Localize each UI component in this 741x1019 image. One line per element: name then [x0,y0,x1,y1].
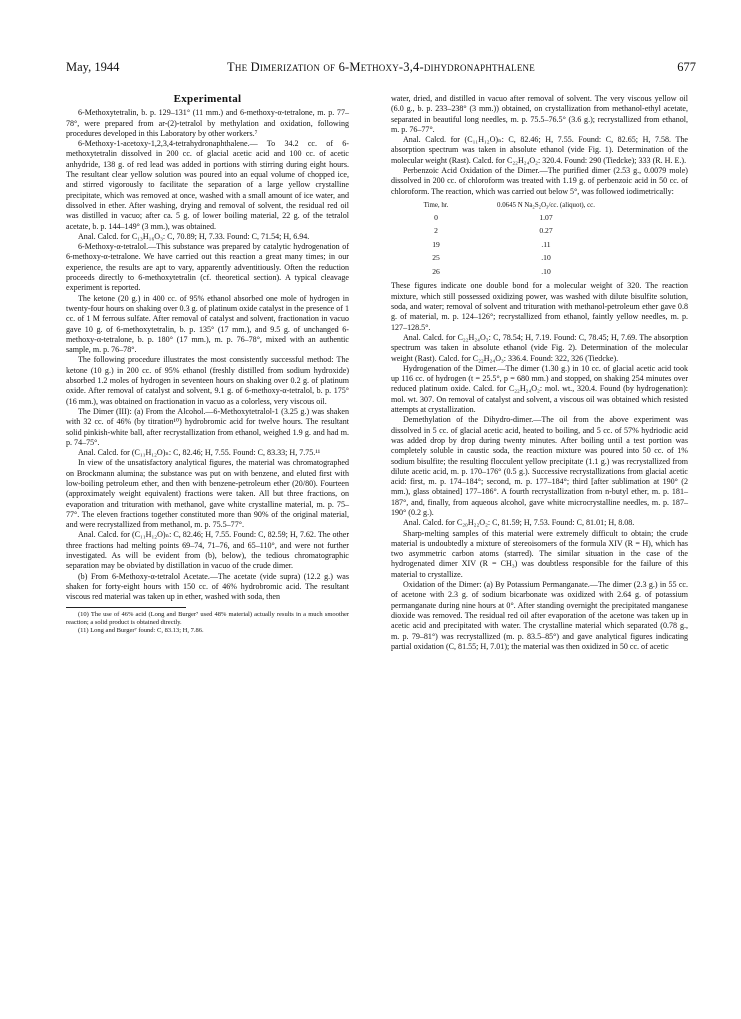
footnote: (11) Long and Burger⁷ found: C, 83.13; H, 7.86. [78,626,204,634]
paragraph: 6-Methoxytetralin, b. p. 129–131° (11 mm.) and 6-methoxy-α-tetralone, m. p. 77–78°, were prepared from ar-(2)-tetralol by methylation and oxidation, following procedures developed in this Laboratory by other workers.⁷ [66,108,349,138]
table-cell: 1.07 [539,212,553,222]
table-row [401,238,688,252]
table-header: 0.0645 N Na₂S₂O₃/cc. (aliquot), cc. [497,201,595,209]
paragraph: Demethylation of the Dihydro-dimer.—The oil from the above experiment was dissolved in 5 cc. of glacial acetic acid, heated to boiling, and 5 cc. of 57% hydriodic acid was added drop by drop during twenty minutes. After boiling until a test portion was completely soluble in caustic soda, the reaction mixture was poured into 50 cc. of 1% sodium bisulfite; the resulting flocculent yellow precipitate (1.1 g.) was recrystallized from dilute acetic acid, m. p. 170–176° (0.5 g.). Successive recrystallizations from glacial acetic acid: first, m. p. 174–184°; second, m. p. 177–184°; third [after sublimation at 190° (2 mm.), glass obtained] 177–186°. A fourth recrystallization from n-butyl ether, m. p. 181–187°, and, finally, from aqueous alcohol, gave white microcrystalline needles, m. p. 187–190° (0.2 g.). [391,415,688,517]
section-heading: Experimental [173,93,242,105]
header-title: The Dimerization of 6-Methoxy-3,4-dihydronaphthalene [227,60,535,74]
table-cell: .10 [541,266,551,276]
paragraph: (b) From 6-Methoxy-α-tetralol Acetate.—The acetate (vide supra) (12.2 g.) was shaken for forty-eight hours with 150 cc. of 46% hydrobromic acid. The resultant viscous red material was taken up in ether, washed with soda, then [66,571,349,602]
table-cell: 0 [434,212,438,222]
table-cell: 0.27 [539,226,553,236]
table-header: Time, hr. [423,201,449,209]
page-header [66,60,696,80]
paragraph: Hydrogenation of the Dimer.—The dimer (1.30 g.) in 10 cc. of glacial acetic acid took up 116 cc. of hydrogen (t = 25.5°, p = 680 mm.) and stopped, on shaking 254 minutes over reduced platinum oxide. Calcd. for C₂₂H₂₄O₂: mol. wt., 320.4. Found (by hydrogenation): mol. wt. 307. On removal of catalyst and solvent, a viscous oil was obtained which resisted attempts at crystallization. [391,363,688,415]
table-header-row [401,200,688,211]
paragraph: water, dried, and distilled in vacuo after removal of solvent. The very viscous yellow oil (6.0 g., b. p. 233–238° (3 mm.)) obtained, on crystallization from methanol-ethyl acetate, separated in beautiful long needles, m. p. 75.5–76.5° (3.6 g.); recrystallized from ethanol, m. p. 76–77°. [391,94,688,134]
analysis-line: Anal. Calcd. for C₂₀H₂₂O₂: C, 81.59; H, 7.53. Found: C, 81.01; H, 8.08. [403,518,635,528]
analysis-line: Anal. Calcd. for (C₁₁H₁₂O)ₙ: C, 82.46; H, 7.55. Found: C, 83.33; H, 7.75.¹¹ [78,448,321,458]
table-row [401,251,688,265]
table-cell: 25 [432,253,440,263]
titration-table [401,200,688,279]
analysis-line: Anal. Calcd. for C₂₂H₂₄O₃: C, 78.54; H, 7.19. Found: C, 78.45; H, 7.69. The absorption spectrum was taken in absolute ethanol (vide Fig. 2). Determination of the molecular weight (Rast). Calcd. for C₂₂H₂₄O₃: 336.4. Found: 322, 326 (Tiedcke). [391,332,688,363]
paragraph: Perbenzoic Acid Oxidation of the Dimer.—The purified dimer (2.53 g., 0.0079 mole) dissolved in 200 cc. of chloroform was treated with 1.19 g. of perbenzoic acid in 50 cc. of chloroform. The reaction, which was carried out below 5°, was followed iodimetrically: [391,166,688,196]
analysis-line: Anal. Calcd. for (C₁₁H₁₂O)ₙ: C, 82.46; H, 7.55. Found: C, 82.65; H, 7.58. The absorption spectrum was taken in absolute ethanol (vide Fig. 1). Determination of the molecular weight (Rast). Calcd. for C₂₂H₂₄O₂: 320.4. Found: 290 (Tiedcke); 333 (R. H. E.). [391,135,688,165]
table-row [401,265,688,279]
table-row [401,211,688,225]
table-cell: .11 [541,239,551,249]
paragraph: 6-Methoxy-α-tetralol.—This substance was prepared by catalytic hydrogenation of 6-methoxy-α-tetralone. We have carried out this reaction a great many times; in our experience, the results are apt to vary, apparently adventitiously. Often the reduction proceeds directly to 6-methoxytetralin (cf. theoretical section). A typical cleavage experiment is reported. [66,242,349,293]
table-cell: 26 [432,266,440,276]
table-cell: 19 [432,239,440,249]
paragraph: The ketone (20 g.) in 400 cc. of 95% ethanol absorbed one mole of hydrogen in twenty-four hours on shaking over 0.3 g. of platinum oxide catalyst in the presence of 1 cc. of 1 M ferrous sulfate. After removal of catalyst and solvent, fractionation in vacuo gave 10 g. of 6-methoxytetralin, b. p. 135° (17 mm.), and 9.5 g. of unchanged 6-methoxy-α-tetralone, b. p. 180° (17 mm.), m. p. 76–78°, mixed with an authentic sample, m. p. 76–78°. [66,293,349,355]
table-cell: .10 [541,253,551,263]
right-column [391,94,688,652]
table-row [401,224,688,238]
analysis-line: Anal. Calcd. for C₁₃H₁₆O₃: C, 70.89; H, 7.33. Found: C, 71.54; H, 6.94. [78,231,310,241]
footnote: (10) The use of 46% acid (Long and Burger⁷ used 48% material) actually results in a much smoother reaction; a solid product is obtained directly. [66,610,349,626]
paragraph: In view of the unsatisfactory analytical figures, the material was chromatographed on Brockmann alumina; the substance was put on with benzene, and eluted first with low-boiling petroleum ether, and then with benzene-petroleum ether (20/80). Fourteen (approximately weight equivalent) fractions were taken. All but three fractions, on evaporation and trituration with methanol, gave white crystalline material, m. p. 75–77°. The eleven fractions together constituted more than 90% of the original material, and were recrystallized from methanol, m. p. 75.5–77°. [66,458,349,530]
table-cell: 2 [434,226,438,236]
paragraph: These figures indicate one double bond for a molecular weight of 320. The reaction mixture, which still possessed oxidizing power, was washed with dilute bisulfite solution, soda, and water; removal of solvent and trituration with methanol-petroleum ether gave 0.8 g. of material, m. p. 124–126°; recrystallized from ethanol, faintly yellow needles, m. p. 127–128.5°. [391,281,688,332]
footnote-rule [66,607,186,608]
paragraph: The Dimer (III): (a) From the Alcohol.—6-Methoxytetralol-1 (3.25 g.) was shaken with 32 cc. of 46% (by titration¹⁰) hydrobromic acid for twelve hours. The resultant solid pinkish-white ball, after recrystallization from ethanol, weighed 1.9 g. and had m. p. 74–75°. [66,406,349,447]
paragraph: The following procedure illustrates the most consistently successful method: The ketone (10 g.) in 200 cc. of 95% ethanol (freshly distilled from sodium hydroxide) absorbed 1.2 moles of hydrogen in seventeen hours on shaking over 0.2 g. of platinum oxide. After removal of catalyst and solvent, 9.1 g. of 6-methoxy-α-tetralol, b. p. 175° (16 mm.), was obtained on fractionation in vacuo as a colorless, very viscous oil. [66,355,349,406]
header-date: May, 1944 [66,60,120,74]
paragraph: Oxidation of the Dimer: (a) By Potassium Permanganate.—The dimer (2.3 g.) in 55 cc. of acetone with 2.3 g. of sodium bicarbonate was oxidized with 2.64 g. of potassium permanganate during nine hours at 0°. After standing overnight the precipitated manganese dioxide was removed. The residual red oil after evaporation of the acetone was taken up in acetic acid and precipitated with water. The crystalline material which separated (0.78 g., m. p. 79–81°) was recrystallized (m. p. 83.5–85°) and gave analytical figures indicating partial oxidation (C, 81.55; H, 7.01); the material was then oxidized in 50 cc. of acetic [391,580,688,651]
page-number: 677 [677,60,696,74]
analysis-line: Anal. Calcd. for (C₁₁H₁₂O)ₙ: C, 82.46; H, 7.55. Found: C, 82.59; H, 7.62. The other three fractions had melting points 69–74, 71–76, and 65–110°, and were not further investigated. As will be evident from (b), below), the tedious chromatographic separation may be obviated by distillation in vacuo of the crude dimer. [66,530,349,571]
left-column [66,94,349,635]
paragraph: Sharp-melting samples of this material were extremely difficult to obtain; the crude material is undoubtedly a mixture of stereoisomers of the formula XIV (R = H), which has two asymmetric carbon atoms (starred). The similar situation in the case of the hydrogenated dimer XIV (R = CH₃) was doubtless responsible for the failure of this material to crystallize. [391,528,688,579]
paragraph: 6-Methoxy-1-acetoxy-1,2,3,4-tetrahydronaphthalene.— To 34.2 cc. of 6-methoxytetralin dissolved in 200 cc. of glacial acetic acid and 100 cc. of acetic anhydride, 138 g. of red lead was added in portions with stirring during eight hours. The resultant clear yellow solution was poured into an equal volume of chopped ice, and stirred vigorously to facilitate the separation of a large yellow crystalline precipitate, which was removed at once, washed with a small amount of ice water, and dissolved in ether. After washing, drying and removal of solvent, the residual red oil was distilled in vacuo; after ca. 5 g. of lower boiling material, 22 g. of the tetralol acetate, b. p. 144–149° (3 mm.), was obtained. [66,139,349,231]
